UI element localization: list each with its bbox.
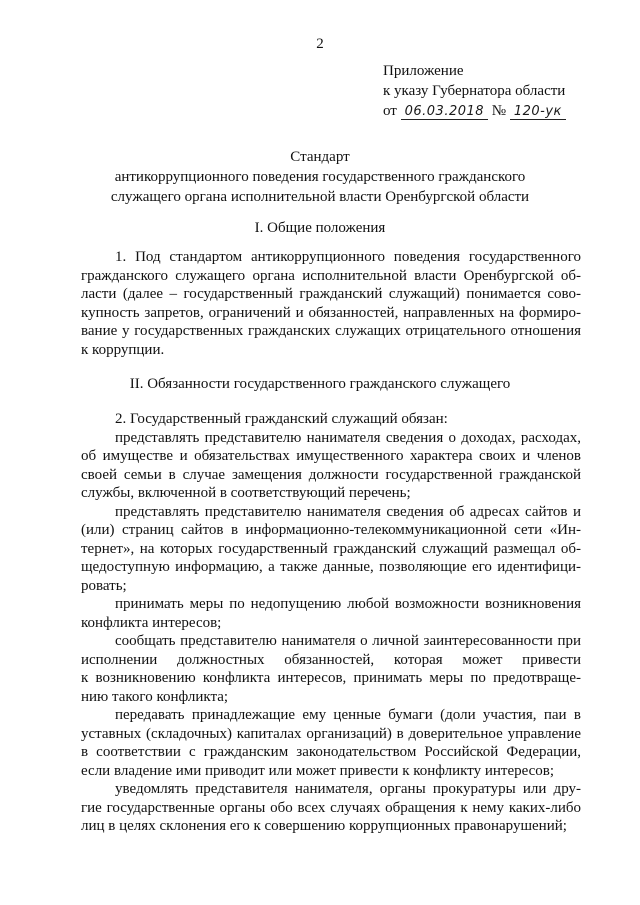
item-line: в соответствии с гражданским законодательством Российской Федерации, bbox=[81, 744, 581, 760]
obligation-item bbox=[81, 503, 581, 596]
number-sign: № bbox=[491, 103, 507, 119]
appendix-reference: к указу Губернатора области bbox=[383, 83, 566, 99]
obligation-item bbox=[81, 780, 581, 836]
item-line: представлять представителю нанимателя сведения об адресах сайтов и bbox=[115, 503, 581, 520]
obligation-item bbox=[81, 706, 581, 780]
item-line: лиц в целях склонения его к совершению коррупционных правонарушений; bbox=[81, 818, 567, 834]
item-line: своей семьи в случае замещения должности государственной гражданской bbox=[81, 466, 581, 483]
date-prefix: от bbox=[383, 103, 397, 119]
item-line: конфликта интересов; bbox=[81, 614, 222, 631]
paragraph-line: к коррупции. bbox=[81, 341, 165, 358]
title-line-3: служащего органа исполнительной власти Оренбургской области bbox=[110, 189, 530, 205]
title-line-2: антикоррупционного поведения государственного гражданского bbox=[114, 169, 526, 185]
item-line: службы, включенной в соответствующий перечень; bbox=[81, 485, 411, 501]
item-line: нию такого конфликта; bbox=[81, 688, 229, 705]
item-line: об имуществе и обязательствах имущественного характера своих и членов bbox=[81, 448, 581, 464]
item-line: (или) страниц сайтов в информационно-телекоммуникационной сети «Ин- bbox=[81, 522, 581, 538]
obligation-item bbox=[81, 632, 581, 706]
item-line: уведомлять представителя нанимателя, органы прокуратуры или дру- bbox=[115, 781, 581, 797]
item-line: принимать меры по недопущению любой возможности возникновения bbox=[115, 596, 581, 612]
item-line: щедоступную информацию, а также данные, позволяющие его идентифици- bbox=[81, 559, 581, 575]
item-line: к возникновению конфликта интересов, принимать меры по предотвраще- bbox=[81, 670, 581, 686]
paragraph-line: купность запретов, ограничений и обязанностей, направленных на формиро- bbox=[81, 304, 581, 321]
paragraph-line: гражданского служащего органа исполнительной власти Оренбургской об- bbox=[81, 267, 581, 284]
handwritten-date: 06.03.2018 bbox=[401, 104, 488, 120]
item-line: представлять представителю нанимателя сведения о доходах, расходах, bbox=[115, 429, 581, 446]
paragraph-line: вание у государственных гражданских служащих отрицательного отношения bbox=[81, 323, 581, 339]
handwritten-number: 120-ук bbox=[510, 104, 566, 120]
document-title bbox=[0, 147, 640, 207]
item-line: исполнении должностных обязанностей, которая может привести bbox=[81, 651, 581, 668]
obligation-item bbox=[81, 429, 581, 503]
section-2-heading: II. Обязанности государственного гражданского служащего bbox=[129, 376, 511, 392]
appendix-header bbox=[383, 61, 623, 121]
section-1-paragraph bbox=[81, 248, 581, 359]
appendix-date-line bbox=[383, 101, 623, 121]
paragraph-line: ласти (далее – государственный гражданский служащий) понимается сово- bbox=[81, 286, 581, 302]
item-line: тернет», на которых государственный гражданский служащий размещал об- bbox=[81, 540, 581, 557]
item-line: уставных (складочных) капиталах организаций) в доверительное управление bbox=[81, 725, 581, 742]
item-line: если владение ими приводит или может привести к конфликту интересов; bbox=[81, 762, 555, 779]
page-number: 2 bbox=[316, 36, 324, 52]
appendix-label: Приложение bbox=[383, 63, 464, 79]
obligation-item bbox=[81, 595, 581, 632]
item-line: сообщать представителю нанимателя о личной заинтересованности при bbox=[115, 633, 581, 649]
section-1-heading: I. Общие положения bbox=[254, 220, 386, 236]
item-line: ровать; bbox=[81, 577, 127, 594]
title-line-1: Стандарт bbox=[290, 149, 350, 165]
item-line: передавать принадлежащие ему ценные бумаги (доли участия, паи в bbox=[115, 707, 581, 723]
section-2-body bbox=[81, 410, 581, 836]
paragraph-line: 1. Под стандартом антикоррупционного поведения государственного bbox=[115, 249, 581, 265]
item-line: гие государственные органы обо всех случаях обращения к нему каких-либо bbox=[81, 799, 581, 816]
section-2-intro: 2. Государственный гражданский служащий обязан: bbox=[115, 411, 448, 427]
